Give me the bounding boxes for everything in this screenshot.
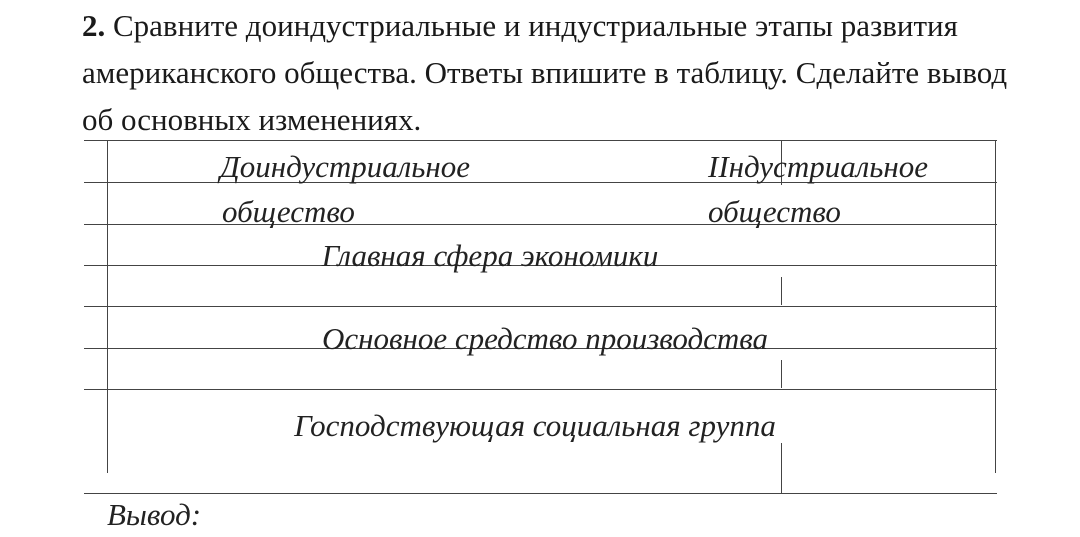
header-industrial-line2: общество (708, 194, 841, 229)
column-divider (781, 277, 782, 305)
conclusion-label: Вывод: (107, 497, 202, 532)
table-line (84, 493, 997, 494)
table-border-right (995, 140, 996, 473)
table-line (84, 389, 997, 390)
table-border-left (107, 140, 108, 473)
table-line (84, 140, 997, 141)
task-text (82, 2, 1042, 143)
table-line (84, 306, 997, 307)
row-label-means-of-production: Основное средство производства (321, 321, 769, 356)
column-divider (781, 443, 782, 493)
header-preindustrial-line2: общество (222, 194, 355, 229)
task-description: Сравните доиндустриальные и индустриальные этапы развития американского общества. Ответы впишите в таблицу. Сделайте вывод об основных изменениях. (82, 8, 1008, 137)
header-preindustrial-line1: Доиндустриальное (220, 149, 471, 184)
header-industrial-line1: IIндустриальное (708, 149, 928, 184)
row-label-main-economy: Главная сфера экономики (321, 238, 659, 273)
column-divider (781, 360, 782, 388)
table-line (84, 224, 997, 225)
task-number: 2. (82, 8, 106, 43)
row-label-dominant-social-group: Господствующая социальная группа (294, 408, 776, 443)
